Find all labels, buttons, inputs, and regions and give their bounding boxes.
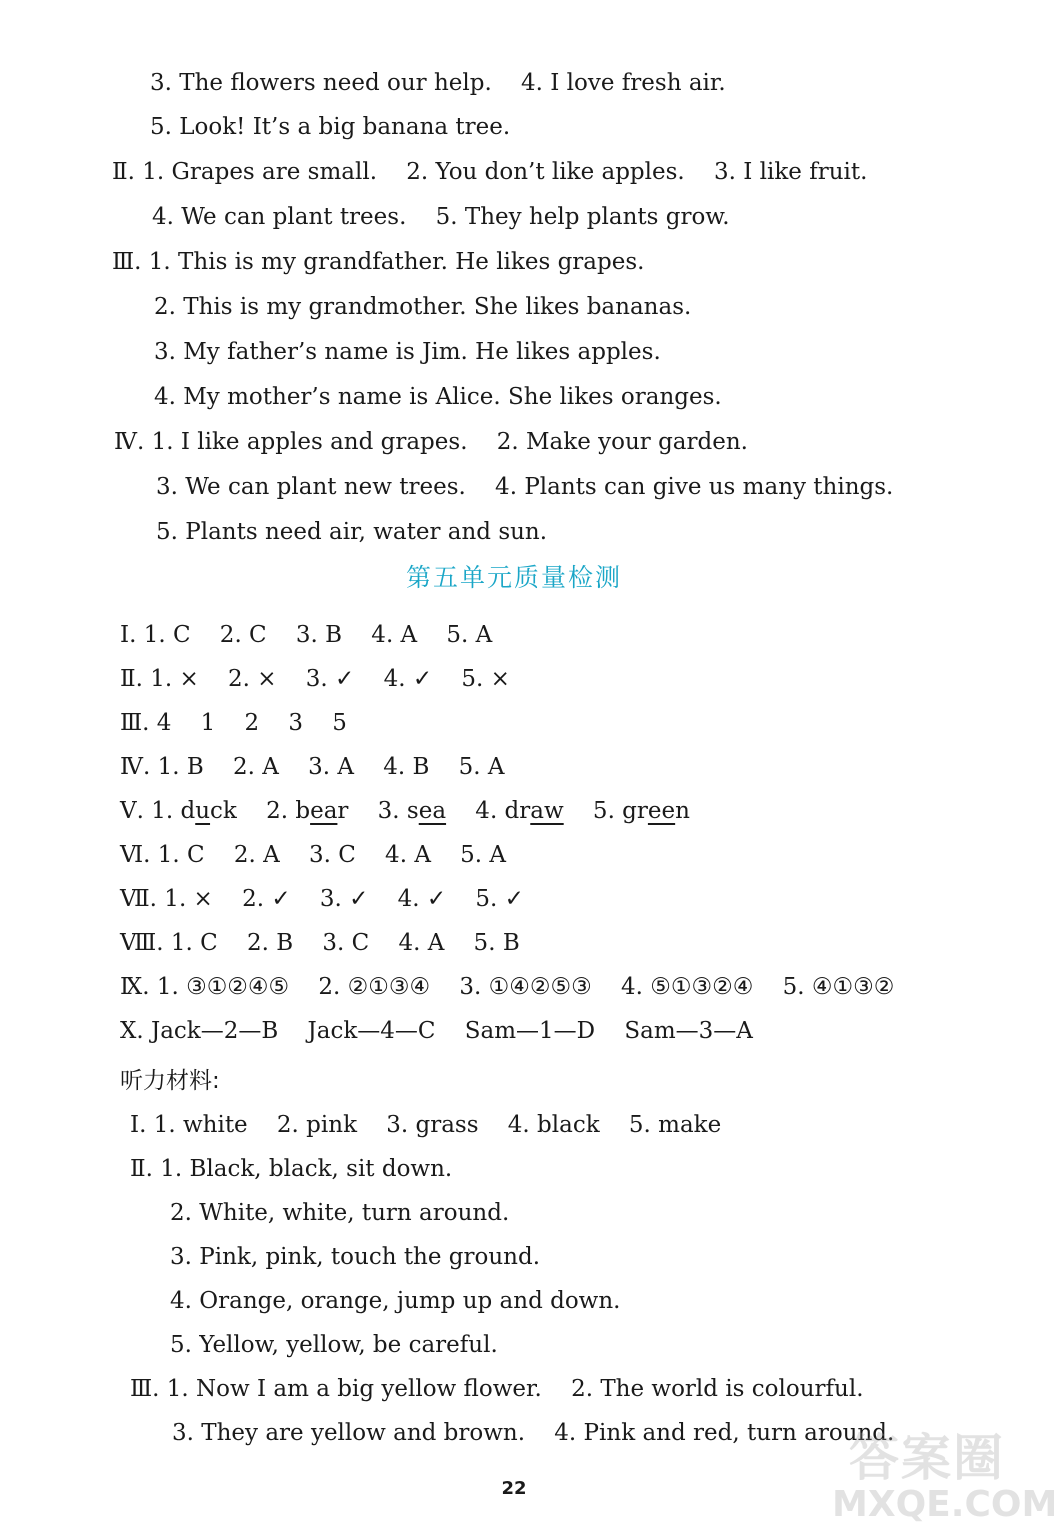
- phonics-prefix: Ⅴ. 1. d: [120, 798, 196, 824]
- answer-line: Ⅹ. Jack—2—B Jack—4—C Sam—1—D Sam—3—A: [120, 1018, 753, 1044]
- answer-line: Ⅲ. 1. This is my grandfather. He likes grapes.: [112, 249, 645, 275]
- listening-line: 5. Yellow, yellow, be careful.: [170, 1332, 498, 1358]
- section-heading: 第五单元质量检测: [405, 563, 622, 592]
- answer-line: 5. Plants need air, water and sun.: [156, 519, 548, 545]
- answer-line: Ⅲ. 4 1 2 3 5: [120, 710, 347, 736]
- answer-line: 2. This is my grandmother. She likes bananas.: [154, 294, 692, 320]
- underlined-letters: u: [195, 798, 211, 824]
- underlined-letters: ee: [647, 798, 676, 824]
- listening-line: 2. White, white, turn around.: [170, 1200, 510, 1226]
- phonics-text: r 3. s: [337, 798, 419, 824]
- answer-line: Ⅱ. 1. Grapes are small. 2. You don’t like apples. 3. I like fruit.: [112, 159, 868, 185]
- listening-line: 4. Orange, orange, jump up and down.: [170, 1288, 621, 1314]
- underlined-letters: aw: [530, 798, 564, 824]
- answer-line: 3. My father’s name is Jim. He likes apples.: [154, 339, 661, 365]
- listening-line: Ⅰ. 1. white 2. pink 3. grass 4. black 5. make: [130, 1112, 722, 1138]
- watermark-logo: [832, 1418, 1057, 1530]
- underlined-letters: ea: [310, 798, 338, 824]
- listening-line: 3. Pink, pink, touch the ground.: [170, 1244, 541, 1270]
- listening-line: Ⅱ. 1. Black, black, sit down.: [130, 1156, 453, 1182]
- answer-line: 4. My mother’s name is Alice. She likes oranges.: [154, 384, 722, 410]
- answer-line: Ⅳ. 1. I like apples and grapes. 2. Make your garden.: [114, 429, 748, 455]
- phonics-text: ck 2. b: [210, 798, 311, 824]
- answer-line: Ⅱ. 1. × 2. × 3. ✓ 4. ✓ 5. ×: [120, 666, 510, 692]
- listening-line: 3. They are yellow and brown. 4. Pink and red, turn around.: [172, 1420, 895, 1446]
- answer-line: 5. Look! It’s a big banana tree.: [150, 114, 511, 140]
- answer-line: 4. We can plant trees. 5. They help plants grow.: [152, 204, 730, 230]
- answer-line: 3. The flowers need our help. 4. I love fresh air.: [150, 70, 726, 96]
- answer-line: 3. We can plant new trees. 4. Plants can give us many things.: [156, 474, 894, 500]
- watermark-logo-text: 答案圈: [849, 1429, 1005, 1487]
- phonics-text: 5. gr: [563, 798, 648, 824]
- answer-line-phonics: [120, 796, 690, 826]
- underlined-letters: ea: [418, 798, 447, 824]
- answer-line: Ⅳ. 1. B 2. A 3. A 4. B 5. A: [120, 754, 505, 780]
- answer-line: Ⅰ. 1. C 2. C 3. B 4. A 5. A: [120, 622, 493, 648]
- listening-line: Ⅲ. 1. Now I am a big yellow flower. 2. The world is colourful.: [130, 1376, 864, 1402]
- watermark-url: MXQE.COM: [832, 1484, 1057, 1525]
- answer-line: Ⅷ. 1. C 2. B 3. C 4. A 5. B: [120, 930, 520, 956]
- listening-title: 听力材料:: [120, 1068, 220, 1094]
- answer-line: Ⅵ. 1. C 2. A 3. C 4. A 5. A: [120, 842, 507, 868]
- phonics-text: 4. dr: [446, 798, 531, 824]
- phonics-text: n: [675, 798, 690, 824]
- answer-line: Ⅸ. 1. ③①②④⑤ 2. ②①③④ 3. ①④②⑤③ 4. ⑤①③②④ 5. ④①③②: [120, 974, 895, 1000]
- page-number: 22: [501, 1478, 527, 1499]
- answer-line: Ⅶ. 1. × 2. ✓ 3. ✓ 4. ✓ 5. ✓: [120, 886, 524, 912]
